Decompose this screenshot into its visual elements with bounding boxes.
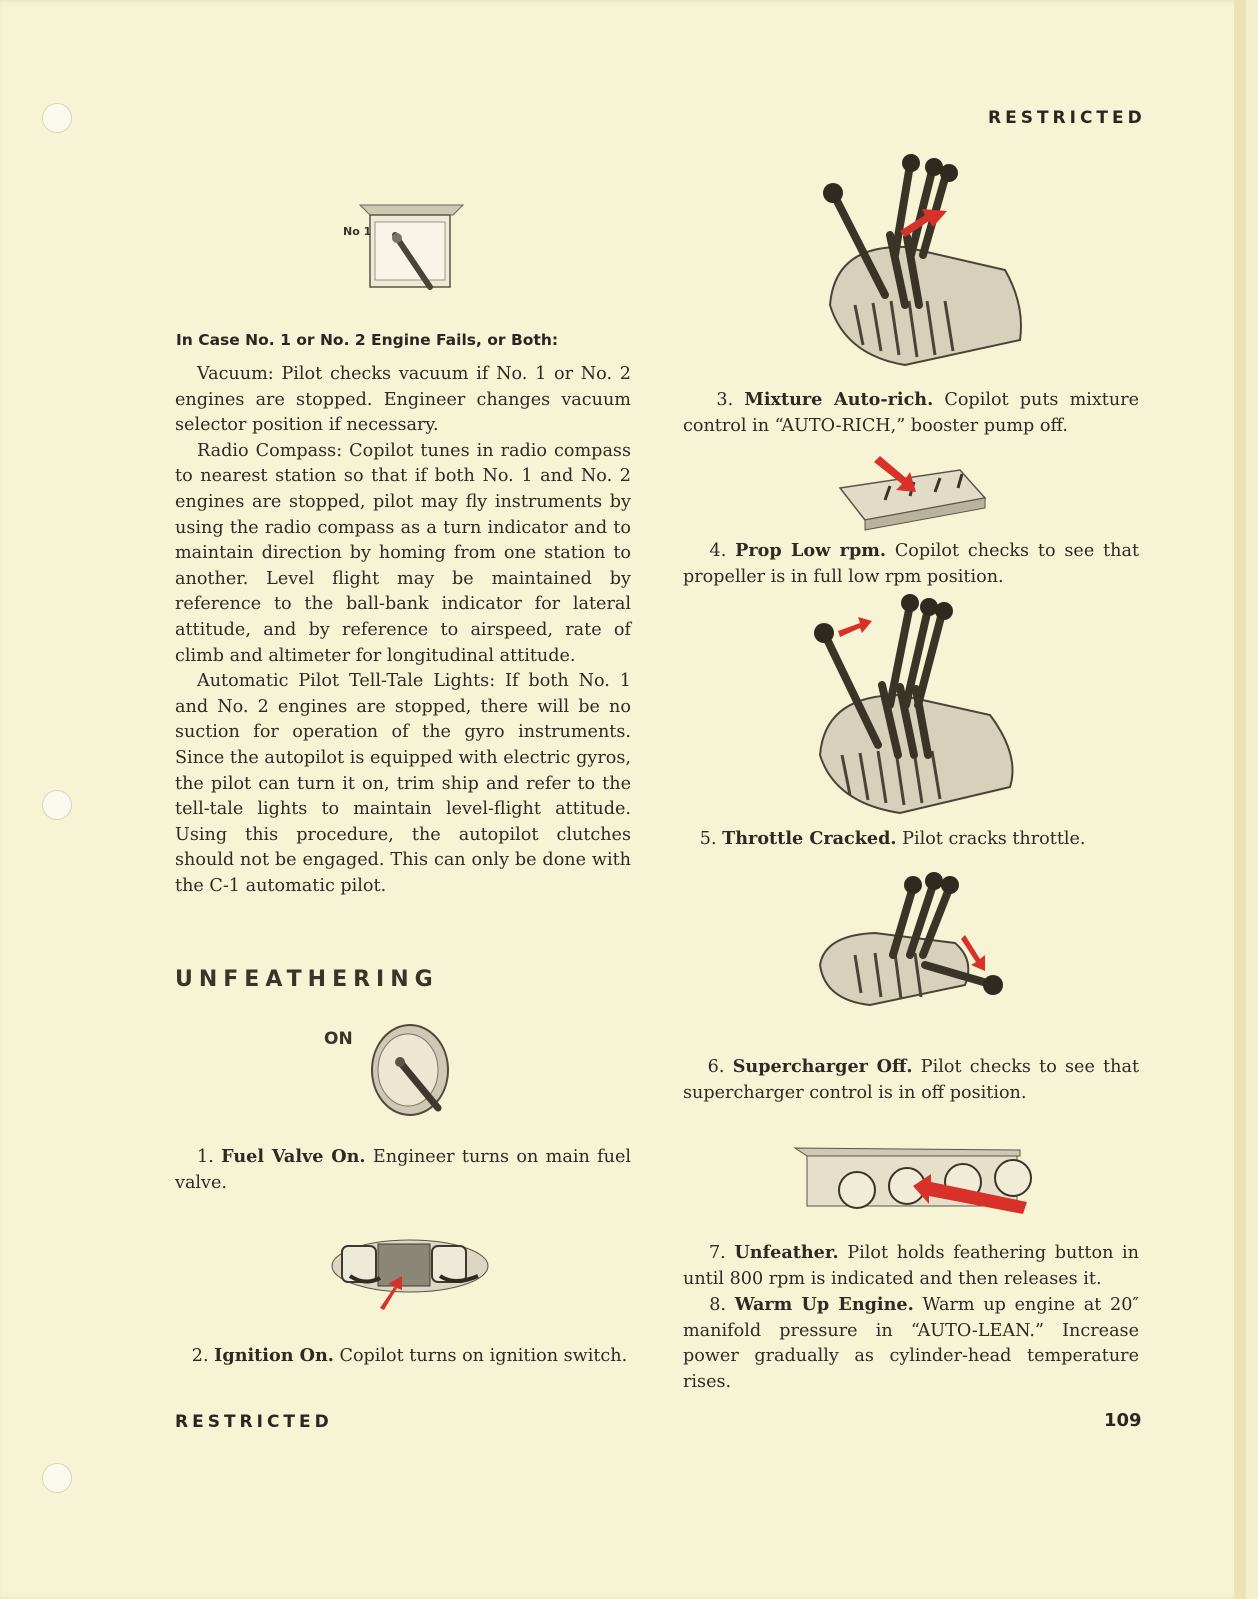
step-text: Engineer turns on main fuel valve. [175, 1147, 632, 1193]
footer-restricted: RESTRICTED [175, 1412, 333, 1432]
step-7 [683, 1240, 1139, 1292]
step-number: 2. [191, 1346, 209, 1366]
step-text: Copilot puts mixture control in “AUTO-RICH,” booster pump off. [683, 390, 1140, 436]
step-text: Pilot cracks throttle. [902, 829, 1086, 849]
steps-7-8 [683, 1240, 1139, 1396]
page-number: 109 [1104, 1410, 1142, 1431]
binder-hole [42, 1463, 72, 1493]
step-title: Prop Low rpm. [735, 540, 886, 561]
step-title: Fuel Valve On. [221, 1146, 366, 1167]
step-text: Warm up engine at 20″ manifold pressure in “AUTO-LEAN.” Increase power gradually as cylinder-head temperature rises. [683, 1295, 1139, 1392]
step-number: 6. [707, 1057, 725, 1077]
step-3 [683, 387, 1139, 439]
step-4 [683, 538, 1139, 590]
paragraph-vacuum: Vacuum: Pilot checks vacuum if No. 1 or No. 2 engines are stopped. Engineer changes vacuum selector position if necessary. [175, 364, 631, 436]
binder-hole [42, 103, 72, 133]
binder-hole [42, 790, 72, 820]
step-number: 1. [197, 1147, 214, 1167]
step-title: Warm Up Engine. [734, 1294, 914, 1316]
step-text: Copilot turns on ignition switch. [339, 1346, 628, 1366]
page-edge [1234, 0, 1246, 1599]
step-title: Mixture Auto-rich. [744, 389, 934, 410]
step-2 [175, 1343, 631, 1370]
section-title-unfeathering: UNFEATHERING [175, 967, 439, 992]
feathering-buttons-figure [795, 1140, 1040, 1220]
engine-fail-body [175, 362, 631, 899]
step-1 [175, 1144, 631, 1196]
step-5 [683, 826, 1139, 853]
paragraph-radio-compass: Radio Compass: Copilot tunes in radio compass to nearest station so that if both No. 1 and No. 2 engines are stopped, pilot may fly instruments by using the radio compass as a turn indicator and to maintain direction by homing from one station to another. Level flight may be maintained by reference to the ball-bank indicator for lateral attitude, and by reference to airspeed, rate of climb and altimeter for longitudinal attitude. [175, 440, 631, 666]
gauge-label: No 1 [343, 225, 372, 238]
step-title: Unfeather. [734, 1242, 839, 1263]
step-text: Pilot holds feathering button in until 800 rpm is indicated and then releases it. [683, 1243, 1140, 1289]
step-text: Copilot checks to see that propeller is in full low rpm position. [683, 541, 1140, 587]
throttle-levers-figure [810, 595, 1020, 820]
header-restricted: RESTRICTED [988, 108, 1146, 128]
step-number: 7. [708, 1243, 726, 1263]
vacuum-selector-figure [335, 195, 470, 300]
step-number: 4. [709, 541, 727, 561]
step-title: Throttle Cracked. [722, 828, 897, 849]
ignition-switch-figure [320, 1228, 495, 1313]
step-title: Supercharger Off. [732, 1056, 913, 1077]
step-number: 5. [699, 829, 717, 849]
fuel-valve-figure [320, 1020, 455, 1120]
prop-switches-figure [830, 448, 990, 533]
step-8 [683, 1292, 1139, 1395]
step-number: 8. [709, 1295, 726, 1316]
step-6 [683, 1054, 1139, 1106]
step-text: Pilot checks to see that supercharger control is in off position. [683, 1057, 1140, 1103]
mixture-levers-figure [815, 155, 1030, 375]
step-title: Ignition On. [214, 1345, 334, 1366]
fuel-valve-on-label: ON [324, 1029, 353, 1049]
supercharger-control-figure [815, 865, 1010, 1010]
engine-fail-heading: In Case No. 1 or No. 2 Engine Fails, or Both: [176, 331, 559, 349]
step-number: 3. [716, 390, 734, 410]
paragraph-autopilot-lights: Automatic Pilot Tell-Tale Lights: If both No. 1 and No. 2 engines are stopped, there will be no suction for operation of the gyro instruments. Since the autopilot is equipped with electric gyros, the pilot can turn it on, trim ship and refer to the tell-tale lights to maintain level-flight attitude. Using this procedure, the autopilot clutches should not be engaged. This can only be done with the C-1 automatic pilot. [175, 671, 631, 896]
